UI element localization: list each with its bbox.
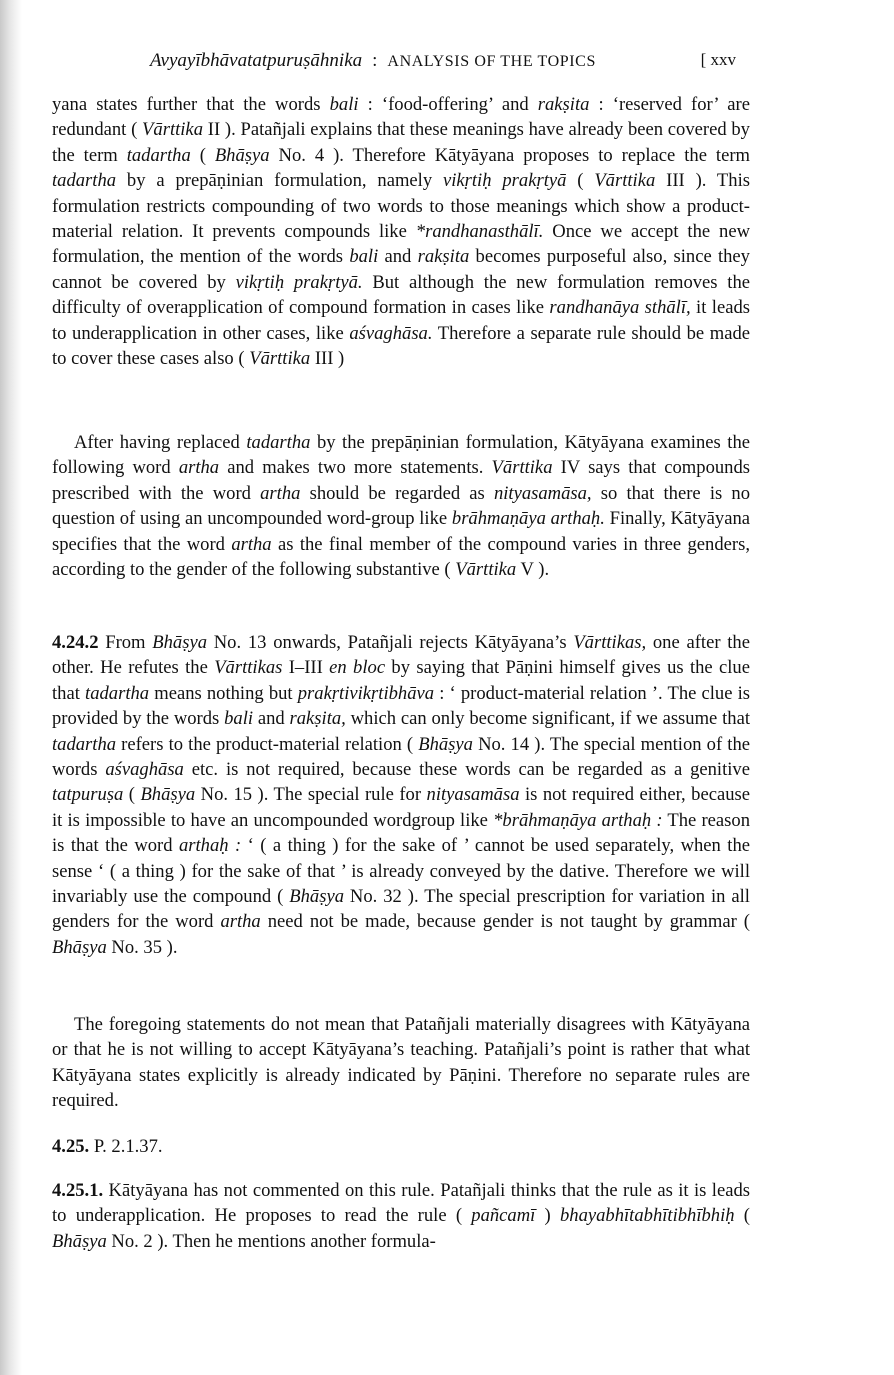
italic-term: bali: [224, 708, 254, 730]
text-run: by a prepāṇinian formulation, namely: [116, 170, 443, 192]
text-run: by the prepāṇinian formulation, Kātyāyana examines the following word: [52, 432, 750, 479]
italic-term: aśvaghāsa: [105, 759, 184, 781]
page-number: [ xxv: [700, 50, 736, 69]
text-run: II ). Patañjali explains that these meanings have already been covered by the term: [52, 119, 750, 166]
text-run: No. 14 ). The special mention of the words: [52, 733, 750, 781]
italic-term: en bloc: [329, 657, 386, 679]
text-run: No. 32 ). The special prescription for variation in all genders for the word: [52, 886, 750, 933]
text-run: IV says that compounds prescribed with the word: [52, 457, 750, 504]
italic-term: bali: [329, 94, 359, 115]
italic-term: tadartha: [126, 144, 191, 166]
text-run: by saying that Pāṇini himself gives us the clue that: [52, 657, 750, 704]
section-number: 4.25.: [52, 1136, 90, 1157]
italic-term: tadartha: [246, 432, 311, 453]
italic-term: Bhāṣya: [152, 632, 208, 653]
italic-term: tadartha: [85, 682, 150, 704]
text-run: so that there is no question of using an uncompounded word-group like: [52, 482, 751, 530]
paragraph-continued: [52, 92, 750, 371]
text-run: The reason is that the word: [52, 809, 751, 857]
header-title: Avyayībhāvatatpuruṣāhnika: [150, 50, 363, 71]
text-run: (: [190, 144, 215, 166]
italic-term: Bhāṣya: [418, 733, 473, 755]
text-run: I–III: [282, 657, 330, 679]
running-header: [150, 50, 750, 72]
text-run: ): [535, 1205, 560, 1227]
italic-term: brāhmaṇāya arthaḥ.: [451, 508, 605, 530]
text-run: V ).: [516, 559, 550, 581]
text-run: (: [566, 170, 595, 192]
italic-term: Bhāṣya: [52, 1230, 107, 1252]
text-run: need not be made, because gender is not taught by grammar (: [260, 911, 750, 933]
text-run: etc. is not required, because these words can be regarded as a genitive: [183, 759, 750, 781]
text-run: Kātyāyana has not commented on this rule. Patañjali thinks that the rule as it is leads to underapplication. He proposes to read the rule (: [52, 1180, 750, 1227]
paragraph-text: [52, 430, 750, 582]
paragraph-text: [52, 92, 750, 371]
text-run: No. 35 ).: [106, 936, 178, 958]
paragraph-text: [52, 630, 750, 960]
text-run: After having replaced: [74, 432, 247, 453]
paragraph-text: [52, 1178, 750, 1254]
text-run: refers to the product-material relation (: [116, 733, 419, 755]
italic-term: nityasamāsa: [426, 784, 520, 806]
text-run: III ): [310, 348, 345, 370]
text-run: it leads to underapplication in other cases, like: [52, 297, 750, 344]
italic-term: artha: [231, 533, 272, 555]
italic-term: Vārttika: [594, 170, 656, 192]
italic-term: tatpuruṣa: [52, 784, 124, 806]
paragraph-text: [52, 1134, 750, 1159]
italic-term: bali: [349, 246, 379, 268]
text-run: P. 2.1.37.: [89, 1136, 163, 1157]
italic-term: artha: [260, 482, 301, 504]
italic-term: artha: [220, 911, 261, 933]
italic-term: tadartha: [52, 170, 117, 192]
italic-term: aśvaghāsa.: [349, 322, 433, 344]
text-run: yana states further that the words: [52, 94, 330, 115]
text-run: : ‘ product-material relation ’. The clue is provided by the words: [52, 682, 751, 730]
italic-term: randhanāya sthālī,: [549, 297, 691, 319]
italic-term: *brāhmaṇāya arthaḥ :: [493, 809, 663, 831]
italic-term: arthaḥ :: [178, 835, 242, 857]
paragraph-text: [52, 1012, 750, 1114]
paragraph-foregoing: [52, 1012, 750, 1114]
text-run: and makes two more statements.: [219, 457, 492, 479]
italic-term: Bhāṣya: [140, 784, 196, 806]
text-run: and: [378, 246, 418, 268]
italic-term: prakṛtivikṛtibhāva: [297, 682, 435, 704]
italic-term: Vārttika: [491, 457, 553, 479]
text-run: Finally, Kātyāyana specifies that the word: [52, 508, 750, 555]
paragraph-katyayana-artha: [52, 430, 750, 582]
text-run: as the final member of the compound varies in three genders, according to the gender of the following substantive (: [52, 533, 750, 581]
italic-term: Bhāṣya: [52, 936, 107, 958]
text-run: should be regarded as: [300, 482, 494, 504]
text-run: and: [253, 708, 290, 730]
text-run: is not required either, because it is impossible to have an uncompounded wordgroup like: [52, 784, 750, 831]
text-run: (: [123, 784, 141, 806]
italic-term: pañcamī: [471, 1205, 536, 1227]
text-run: Once we accept the new formulation, the mention of the words: [52, 221, 751, 268]
italic-term: Vārttikas,: [573, 632, 647, 653]
italic-term: vikṛtiḥ prakṛtyā.: [235, 271, 363, 293]
text-run: which can only become significant, if we assume that: [345, 708, 750, 730]
italic-term: bhayabhītabhītibhībhiḥ: [559, 1205, 735, 1227]
text-run: From: [98, 632, 153, 653]
text-run: becomes purposeful also, since they cannot be covered by: [52, 246, 750, 293]
section-4-24-2: [52, 630, 750, 960]
section-number: 4.25.1.: [52, 1180, 104, 1201]
section-number: 4.24.2: [52, 632, 99, 653]
italic-term: Vārttika: [455, 559, 517, 581]
italic-term: *randhanasthālī.: [415, 221, 544, 243]
text-run: III ). This formulation restricts compounding of two words to those meanings which show a product-material relation. It prevents compounds like: [52, 170, 750, 243]
text-run: Therefore a separate rule should be made to cover these cases also (: [52, 322, 750, 370]
scanned-page-edge: [0, 0, 22, 1375]
text-run: No. 4 ). Therefore Kātyāyana proposes to replace the term: [269, 144, 750, 166]
text-run: But although the new formulation removes the difficulty of overapplication of compound formation in cases like: [52, 271, 751, 319]
italic-term: Vārttikas: [214, 657, 283, 679]
text-run: : ‘food-offering’ and: [358, 94, 538, 115]
italic-term: rakṣita: [417, 246, 470, 268]
header-subtitle: ANALYSIS OF THE TOPICS: [387, 53, 596, 70]
text-run: ‘ ( a thing ) for the sake of ’ cannot be used separately, when the sense ‘ ( a thing ) for the sake of that ’ is already conveyed by the dative. Therefore we will invariably use the compound (: [52, 835, 750, 908]
text-run: means nothing but: [149, 682, 298, 704]
italic-term: rakṣita,: [289, 708, 346, 730]
italic-term: nityasamāsa,: [493, 482, 592, 504]
italic-term: Bhāṣya: [214, 144, 270, 166]
text-run: (: [734, 1205, 750, 1227]
text-run: No. 13 onwards, Patañjali rejects Kātyāyana’s: [207, 632, 574, 653]
italic-term: rakṣita: [537, 94, 590, 115]
italic-term: Vārttika: [249, 348, 311, 370]
italic-term: vikṛtiḥ prakṛtyā: [442, 170, 567, 192]
text-run: The foregoing statements do not mean that Patañjali materially disagrees with Kātyāyana or that he is not willing to accept Kātyāyana’s teaching. Patañjali’s point is rather that what Kātyāyana states explicitly is already indicated by Pāṇini. Therefore no separate rules are required.: [52, 1014, 750, 1112]
header-separator: :: [372, 50, 378, 71]
text-run: : ‘reserved for’ are redundant (: [52, 94, 751, 141]
section-4-25-1: [52, 1178, 750, 1254]
section-4-25-heading: [52, 1134, 750, 1159]
text-run: No. 2 ). Then he mentions another formula-: [106, 1230, 436, 1252]
italic-term: Bhāṣya: [289, 886, 344, 908]
italic-term: tadartha: [52, 733, 117, 755]
text-run: one after the other. He refutes the: [52, 632, 750, 679]
italic-term: Vārttika: [142, 119, 203, 141]
text-run: No. 15 ). The special rule for: [195, 784, 427, 806]
italic-term: artha: [178, 457, 220, 479]
